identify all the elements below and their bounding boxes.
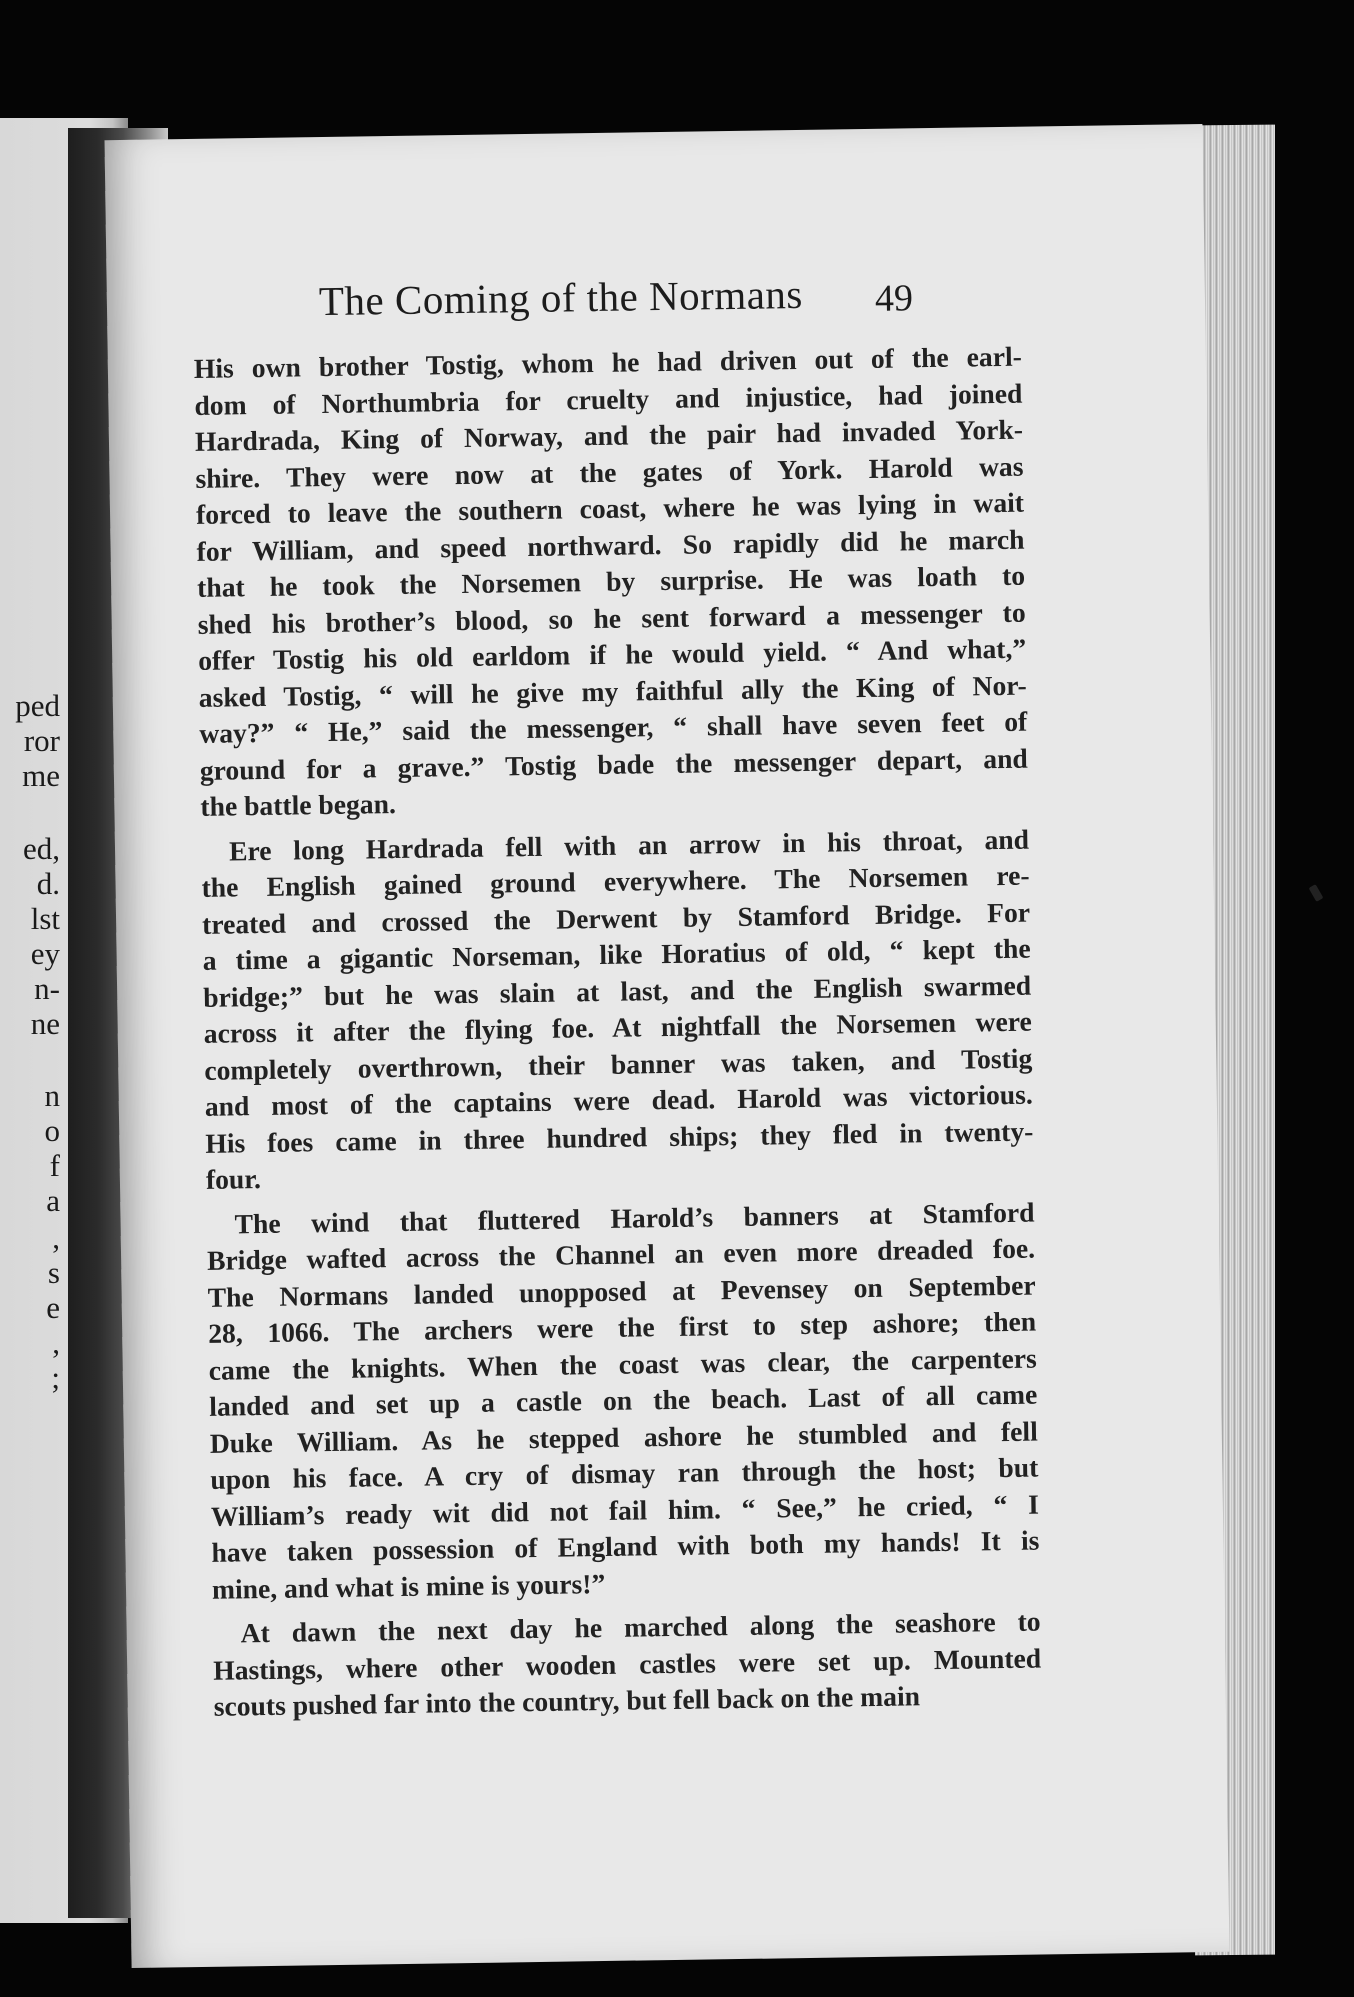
running-head xyxy=(319,265,1120,337)
text-line: and most of the captains were dead. Harold was victorious. xyxy=(204,1078,1033,1122)
text-line: dom of Northumbria for cruelty and injustice, had joined xyxy=(194,377,1023,421)
text-line: Ere long Hardrada fell with an arrow in his throat, and xyxy=(228,823,1030,866)
text-line: landed and set up a castle on the beach. Last of all came xyxy=(209,1378,1038,1422)
text-line: 28, 1066. The archers were the first to step ashore; then xyxy=(207,1305,1037,1349)
page-number: 49 xyxy=(874,277,914,320)
left-page-fragment: lst xyxy=(30,901,60,936)
body-text xyxy=(194,339,1042,1726)
left-page-fragment: f xyxy=(49,1148,60,1183)
text-line: completely overthrown, their banner was taken, and Tostig xyxy=(204,1042,1033,1086)
text-line: the battle began. xyxy=(200,787,397,822)
text-line: Hardrada, King of Norway, and the pair had invaded York- xyxy=(194,413,1024,457)
text-line: His foes came in three hundred ships; they fled in twenty- xyxy=(205,1115,1034,1159)
text-line: four. xyxy=(205,1163,262,1195)
left-page-fragment: n- xyxy=(34,971,60,1006)
left-page-fragment: ne xyxy=(30,1006,60,1041)
paragraph xyxy=(206,1194,1040,1608)
text-line: At dawn the next day he marched along the seashore to xyxy=(240,1605,1041,1649)
left-page-fragment: ey xyxy=(30,936,60,971)
left-page-fragment: s xyxy=(47,1255,60,1290)
text-line: bridge;” but he was slain at last, and the English swarmed xyxy=(202,969,1032,1013)
book-page xyxy=(105,124,1230,1968)
paragraph xyxy=(212,1604,1042,1726)
text-line: offer Tostig his old earldom if he would yield. “ And what,” xyxy=(197,632,1027,676)
text-line: The wind that fluttered Harold’s banners at Stamford xyxy=(234,1196,1035,1239)
left-page-fragment: , xyxy=(52,1325,60,1360)
paragraph xyxy=(194,339,1029,826)
text-line: shire. They were now at the gates of York. Harold was xyxy=(195,450,1024,494)
left-page-fragment: , xyxy=(52,1220,60,1255)
text-line: that he took the Norsemen by surprise. He was loath to xyxy=(196,559,1026,603)
text-line: Bridge wafted across the Channel an even more dreaded foe. xyxy=(206,1232,1036,1276)
running-title: The Coming of the Normans xyxy=(318,270,804,325)
text-line: way?” “ He,” said the messenger, “ shall have seven feet of xyxy=(199,705,1028,749)
text-line: mine, and what is mine is yours!” xyxy=(211,1567,606,1605)
left-page-fragment: ed, xyxy=(22,831,60,866)
text-line: came the knights. When the coast was clear, the carpenters xyxy=(208,1342,1037,1386)
left-page-fragment: o xyxy=(44,1113,60,1148)
text-line: William’s ready wit did not fail him. “ See,” he cried, “ I xyxy=(210,1488,1040,1532)
text-line: have taken possession of England with both my hands! It is xyxy=(211,1524,1040,1568)
text-line: a time a gigantic Norseman, like Horatius of old, “ kept the xyxy=(202,932,1031,976)
text-line: scouts pushed far into the country, but fell back on the main xyxy=(213,1680,921,1722)
text-line: The Normans landed unopposed at Pevensey on September xyxy=(207,1269,1036,1313)
text-line: upon his face. A cry of dismay ran through the host; but xyxy=(210,1451,1039,1495)
text-line: for William, and speed northward. So rapidly did he march xyxy=(196,523,1025,567)
text-line: forced to leave the southern coast, where he was lying in wait xyxy=(195,486,1025,530)
text-line: ground for a grave.” Tostig bade the messenger depart, and xyxy=(199,742,1028,786)
text-line: shed his brother’s blood, so he sent forward a messenger to xyxy=(197,596,1026,640)
left-page-fragment: a xyxy=(46,1183,60,1218)
left-page-fragment: n xyxy=(44,1078,60,1113)
left-page-fragment: d. xyxy=(36,866,60,901)
text-line: treated and crossed the Derwent by Stamford Bridge. For xyxy=(201,896,1031,940)
text-line: His own brother Tostig, whom he had driven out of the earl- xyxy=(193,340,1023,384)
text-line: the English gained ground everywhere. The Norsemen re- xyxy=(201,859,1030,903)
page-edge-mark xyxy=(1309,884,1324,902)
left-page-fragment: me xyxy=(22,758,60,793)
paragraph xyxy=(201,821,1034,1198)
left-page-fragment: e xyxy=(46,1290,60,1325)
text-line: asked Tostig, “ will he give my faithful ally the King of Nor- xyxy=(198,669,1027,713)
text-line: Duke William. As he stepped ashore he stumbled and fell xyxy=(209,1415,1038,1459)
text-line: across it after the flying foe. At nightfall the Norsemen were xyxy=(203,1005,1032,1049)
left-page-fragment: ror xyxy=(23,723,60,758)
text-line: Hastings, where other wooden castles were set up. Mounted xyxy=(212,1642,1042,1686)
left-page-fragment: ; xyxy=(51,1360,60,1395)
left-page-fragment: ped xyxy=(15,688,60,723)
